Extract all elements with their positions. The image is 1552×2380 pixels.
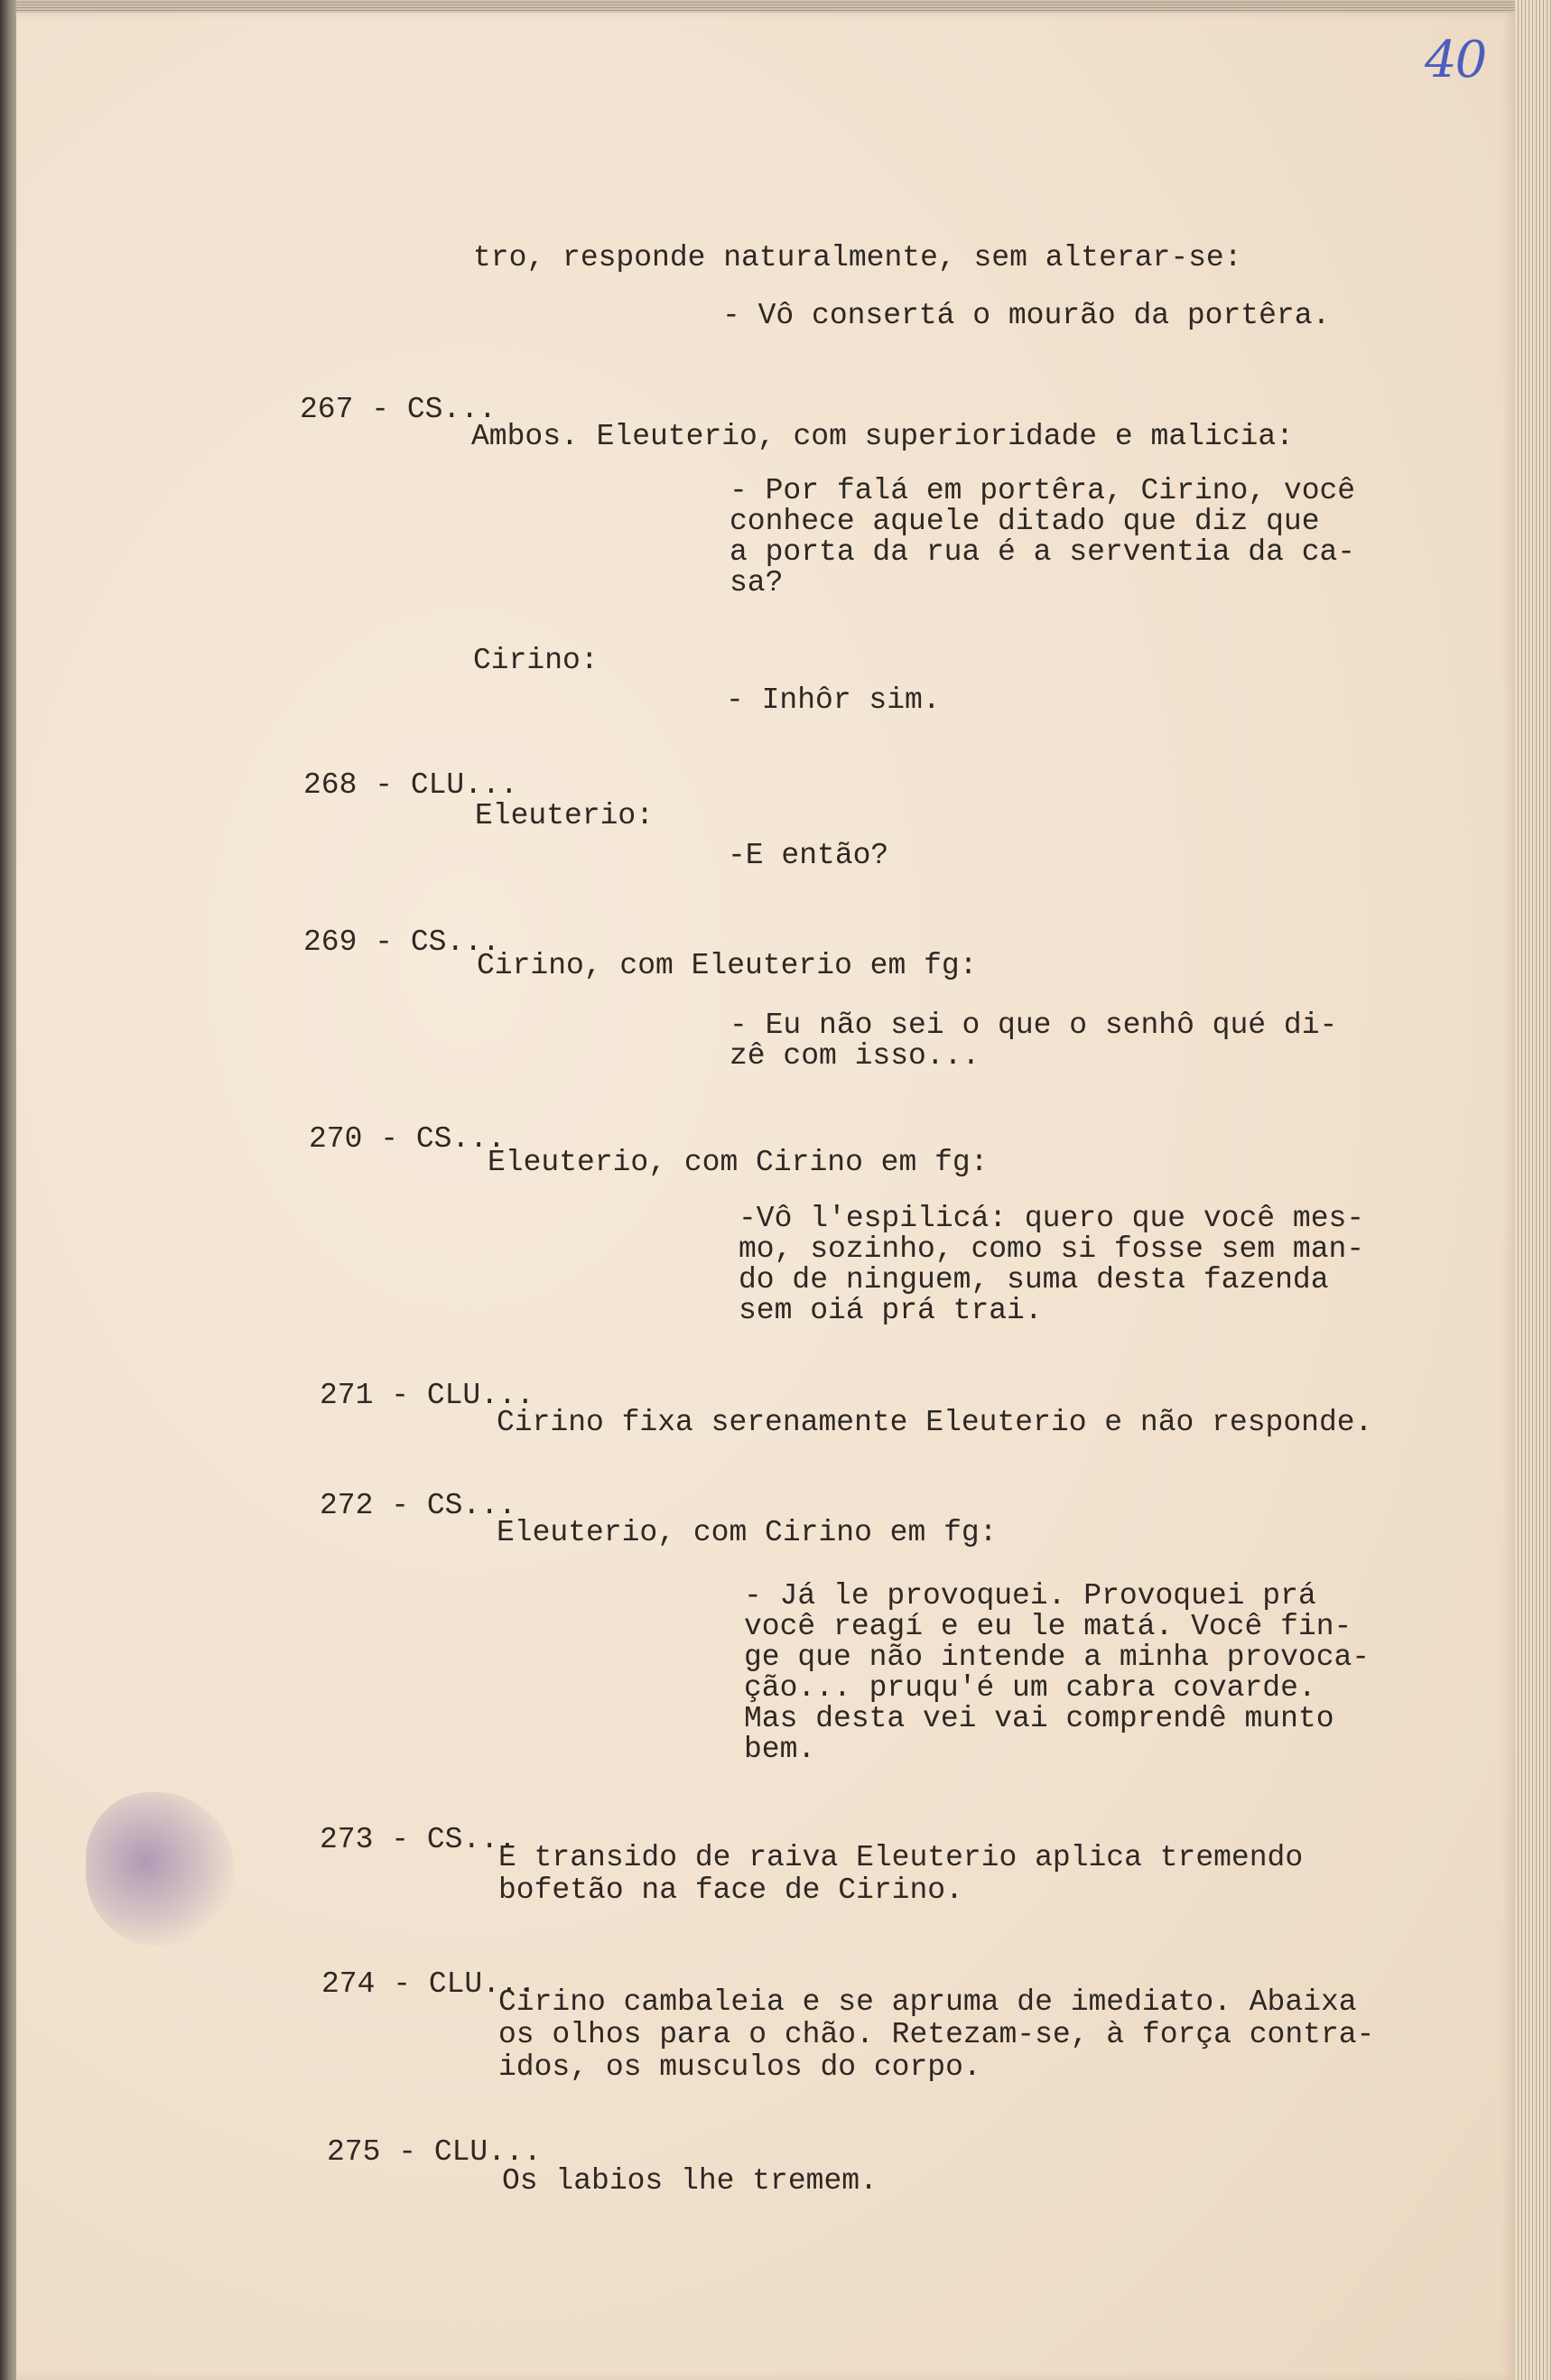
speaker-label: Cirino: bbox=[473, 644, 599, 677]
scene-direction: Eleuterio: bbox=[475, 799, 655, 832]
page-top-edge bbox=[16, 0, 1515, 13]
scene-heading: 272 - CS... bbox=[320, 1489, 516, 1522]
dialogue-line: a porta da rua é a serventia da ca- bbox=[730, 535, 1356, 569]
scene-direction: E transido de raiva Eleuterio aplica tremendo bbox=[498, 1841, 1304, 1874]
scene-direction: Cirino, com Eleuterio em fg: bbox=[477, 949, 978, 982]
scene-direction: Eleuterio, com Cirino em fg: bbox=[488, 1146, 989, 1179]
dialogue-line: zê com isso... bbox=[730, 1039, 980, 1073]
dialogue-line: bem. bbox=[744, 1733, 816, 1766]
dialogue-line: você reagí e eu le matá. Você fin- bbox=[744, 1610, 1352, 1643]
dialogue-line: - Por falá em portêra, Cirino, você bbox=[730, 474, 1356, 507]
dialogue-line: Mas desta vei vai comprendê munto bbox=[744, 1702, 1334, 1735]
intro-line: tro, responde naturalmente, sem alterar-se: bbox=[473, 241, 1242, 274]
scene-heading: 267 - CS... bbox=[300, 393, 497, 426]
dialogue-line: -E então? bbox=[728, 839, 889, 872]
dialogue-line: - Inhôr sim. bbox=[726, 683, 941, 717]
scene-direction: Cirino cambaleia e se apruma de imediato. Abaixa bbox=[498, 1985, 1357, 2019]
scene-direction: Eleuterio, com Cirino em fg: bbox=[497, 1516, 998, 1549]
dialogue-line: - Já le provoquei. Provoquei prá bbox=[744, 1579, 1316, 1613]
dialogue-line: do de ninguem, suma desta fazenda bbox=[739, 1263, 1329, 1297]
scene-direction: idos, os musculos do corpo. bbox=[498, 2050, 981, 2084]
intro-dialogue: - Vô consertá o mourão da portêra. bbox=[722, 299, 1331, 332]
scene-heading: 271 - CLU... bbox=[320, 1379, 534, 1412]
dialogue-line: sem oiá prá trai. bbox=[739, 1294, 1043, 1327]
scene-heading: 268 - CLU... bbox=[303, 768, 518, 802]
page-stack-edges bbox=[1515, 0, 1552, 2380]
scene-heading: 274 - CLU... bbox=[321, 1967, 536, 2001]
scene-direction: Cirino fixa serenamente Eleuterio e não responde. bbox=[497, 1406, 1373, 1439]
scene-direction: os olhos para o chão. Retezam-se, à força contra- bbox=[498, 2018, 1375, 2051]
scene-heading: 273 - CS... bbox=[320, 1823, 516, 1856]
dialogue-line: ção... pruqu'é um cabra covarde. bbox=[744, 1671, 1316, 1705]
dialogue-line: sa? bbox=[730, 566, 784, 600]
dialogue-line: ge que não intende a minha provoca- bbox=[744, 1641, 1371, 1674]
scene-direction: Ambos. Eleuterio, com superioridade e malicia: bbox=[471, 420, 1294, 453]
scene-heading: 275 - CLU... bbox=[327, 2135, 542, 2169]
scene-heading: 269 - CS... bbox=[303, 925, 500, 959]
scene-direction: bofetão na face de Cirino. bbox=[498, 1873, 963, 1907]
dialogue-line: -Vô l'espilicá: quero que você mes- bbox=[739, 1202, 1365, 1235]
dialogue-line: mo, sozinho, como si fosse sem man- bbox=[739, 1232, 1365, 1266]
dialogue-line: conhece aquele ditado que diz que bbox=[730, 505, 1320, 538]
page-number: 40 bbox=[1425, 31, 1486, 89]
dialogue-line: - Eu não sei o que o senhô qué di- bbox=[730, 1009, 1338, 1042]
scene-direction: Os labios lhe tremem. bbox=[502, 2164, 878, 2198]
scene-heading: 270 - CS... bbox=[309, 1122, 506, 1156]
